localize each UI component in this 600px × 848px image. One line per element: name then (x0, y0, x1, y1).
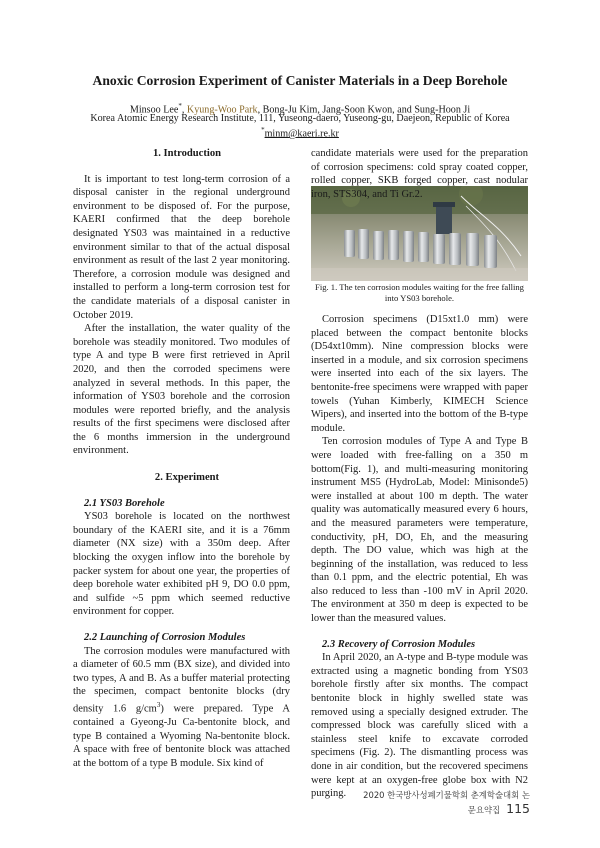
launching-paragraph (73, 645, 290, 771)
section-heading-introduction: 1. Introduction (152, 148, 222, 159)
launching-text-b: ) were prepared. Type A contained a Gyeong-Ju Ca-bentonite block, and type B contained a Wyoming Na-bentonite block. A space with free of bentonite block was attached at the bottom of a type B module. Six kind of (73, 703, 291, 769)
intro-paragraph-1: It is important to test long-term corrosion of a disposal canister in the regional underground environment to be disposed of. For the purpose, KAERI confirmed that the deep borehole designated YS03 was maintained in a reductive environment similar to that of the actual disposal environment as result of the last 2 year monitoring. Therefore, a corrosion module was designed and installed to perform a long-term corrosion test for the candidate materials of a disposal canister in October 2019. (73, 173, 290, 321)
specimens-paragraph: Corrosion specimens (D15xt1.0 mm) were placed between the compact bentonite blocks (D54xt10mm). Nine compression blocks were inserted in a module, and six corrosion specimens were inserted into each of the six layers. The bentonite-free specimens were wrapped with paper towels (Yuhan Kimberly, KIMECH Science Wipers), and inserted into the bottom of the B-type module. (311, 314, 528, 434)
launching-superscript: 3 (156, 700, 161, 709)
author-rest: , Bong-Ju Kim, Jang-Soon Kwon, and Sung-Hoon Ji (257, 104, 471, 116)
subsection-heading-recovery: 2.3 Recovery of Corrosion Modules (322, 638, 476, 650)
author-first: Minsoo Lee (129, 104, 179, 116)
corresponding-email (0, 124, 600, 140)
intro-paragraph-2: After the installation, the water quality of the borehole was steadily monitored. Two modules of type A and type B were first retrieved in April 2020, and then the corroded specimens were analyzed in several methods. In this paper, the information of YS03 borehole and the corrosion modules were reported briefly, and the analysis results of the first specimens were disclosed after the 6 months immersion in the underground environment. (73, 323, 290, 457)
paper-title: Anoxic Corrosion Experiment of Canister Materials in a Deep Borehole (92, 73, 508, 88)
email-address[interactable]: minm@kaeri.re.kr (264, 128, 339, 140)
launching-paragraph-continued: candidate materials were used for the preparation of corrosion specimens: cold spray coated copper, rolled copper, SKB forged copper, cast nodular iron, STS304, and Ti Gr.2. (311, 148, 528, 200)
author-first-mark: * (178, 102, 182, 110)
borehole-paragraph: YS03 borehole is located on the northwest boundary of the KAERI site, and it is a 76mm diameter (NX size) with a 350m deep. After blocking the oxygen inflow into the borehole by packer system for about one year, the properties of deep borehole water exhibited pH 9, DO 0.0 ppm, and sulfide ~5 ppm which seemed reductive environment for copper. (73, 511, 290, 618)
email-mark: * (261, 126, 265, 134)
recovery-paragraph: In April 2020, an A-type and B-type module was extracted using a magnetic bonding from YS03 borehole firstly after six months. The compact bentonite block in highly swelled state was removed using a specially designed extruder. The compressed block was carefully sliced with a stainless steel knife to excavate corroded specimens (Fig. 2). The dismantling process was done in air condition, but the recovered specimens were kept at an oxygen-free globe box with N2 purging. (311, 652, 528, 800)
section-heading-experiment: 2. Experiment (154, 472, 220, 484)
subsection-heading-borehole: 2.1 YS03 Borehole (84, 497, 165, 509)
modules-loading-paragraph: Ten corrosion modules of Type A and Type B were loaded with free-falling on a 350 m bottom(Fig. 1), and multi-measuring monitoring instrument MS5 (HydroLab, Model: Minisonde5) were installed at about 100 m depth. The water quality was automatically measured every 6 hours, and the measured parameters were temperature, conductivity, pH, DO, Eh, and the measuring depth. The DO value, which was high at the beginning of the installation, was reduced to less than 0.1 ppm, and the electric potential, Eh was also reduced to less than -100 mV in April 2020. The environment at 350 m deep is expected to be lower than the measured values. (311, 436, 528, 625)
right-column (311, 313, 528, 801)
author-sep: , (181, 104, 187, 116)
footer-proceedings-title: 2020 한국방사성폐기물학회 춘계학술대회 논문요약집 (363, 790, 530, 815)
figure-1-caption: Fig. 1. The ten corrosion modules waiting for the free falling into YS03 borehole. (315, 282, 524, 303)
affiliation: Korea Atomic Energy Research Institute, 111, Yuseong-daero, Yuseong-gu, Daejeon, Republic of Korea (90, 113, 510, 124)
author-highlighted: Kyung-Woo Park (186, 104, 258, 116)
launching-text-a: The corrosion modules were manufactured with a diameter of 60.5 mm (BX size), and divided into two types, A and B. As a buffer material protecting the specimen, compact bentonite blocks (dry density 1.6 g/cm (73, 645, 290, 715)
page-number: 115 (506, 801, 530, 816)
left-column (73, 147, 290, 770)
page-footer (360, 789, 530, 816)
subsection-heading-launching: 2.2 Launching of Corrosion Modules (84, 632, 246, 643)
